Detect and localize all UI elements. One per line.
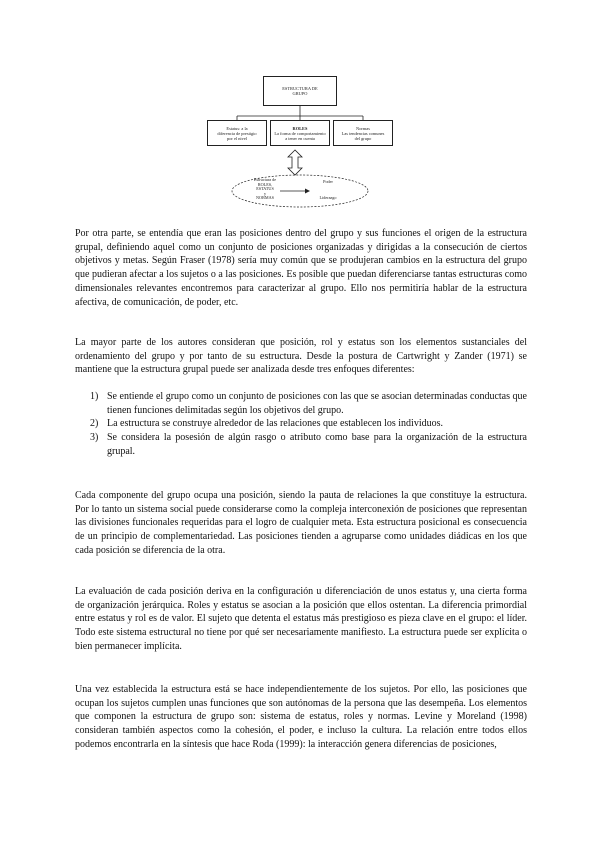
paragraph-3: Cada componente del grupo ocupa una posición, siendo la pauta de relaciones la que constituye la estructura. Por lo tanto un sistema social puede considerarse como la compleja interconexión de posiciones que representan las divisiones funcionales requeridas para el logro de cualquier meta. Esta estructura posicional es consecuencia de un principio de complementariedad. Las posiciones tienden a agruparse como unidades diádicas en los que cada posición se diferencia de la otra.	[75, 490, 527, 556]
box-roles-title: ROLES	[292, 125, 308, 131]
ellipse-left-label	[245, 178, 285, 201]
ellipse-left-line-2: ROLES,	[257, 181, 273, 187]
box-norms-line-2: del grupo	[354, 135, 372, 141]
ellipse-right-bottom-label: Liderazgo	[319, 195, 337, 200]
box-status-line-3: por el nivel	[227, 135, 247, 141]
approaches-list	[90, 390, 527, 459]
list-item-text: La estructura se construye alrededor de las relaciones que establecen los individuos.	[107, 418, 443, 430]
list-item	[90, 417, 527, 431]
list-item-number: 1)	[90, 391, 99, 402]
box-status-line-2: diferencia de prestigio	[217, 130, 257, 136]
inner-arrow-icon	[305, 189, 310, 194]
box-group-structure-line-1: ESTRUCTURA DE	[282, 86, 318, 91]
box-group-structure	[263, 76, 337, 106]
list-item	[90, 431, 527, 458]
box-status-line-1: Estatus: a la	[226, 125, 248, 131]
ellipse-left-line-3: ESTATUS	[256, 186, 274, 192]
box-norms	[333, 120, 393, 146]
double-arrow-icon	[288, 150, 302, 175]
box-roles-line-2: a tener en cuenta	[285, 135, 315, 141]
box-norms-line-1: Las tendencias comunes	[341, 130, 385, 136]
ellipse-left-line-1: Estructura de	[253, 177, 277, 182]
paragraph-4: La evaluación de cada posición deriva en la configuración u diferenciación de unos estatus y, una cierta forma de organización jerárquica. Roles y estatus se asocian a la posición que ellos ostentan. La diferencia primordial entre estatus y rol es de valor. El sujeto que detenta el estatus más prestigioso es pieza clave en el grupo: el líder. Todo este sistema estructural no tiene por qué ser necesariamente manifiesto. La estructura puede ser explícita o bien permanecer implícita.	[75, 586, 527, 652]
list-item-number: 2)	[90, 418, 99, 430]
list-item-text: Se entiende el grupo como un conjunto de posiciones con las que se asocian determinadas conductas que tienen funciones delimitadas según los objetivos del grupo.	[107, 391, 527, 416]
ellipse-left-line-5: NORMAS	[256, 195, 274, 201]
group-structure-diagram	[195, 76, 405, 216]
box-status	[207, 120, 267, 146]
list-item-number: 3)	[90, 432, 99, 444]
box-roles	[270, 120, 330, 146]
list-item-text: Se considera la posesión de algún rasgo o atributo como base para la organización de la estructura grupal.	[107, 432, 527, 457]
paragraph-2: La mayor parte de los autores consideran que posición, rol y estatus son los elementos sustanciales del ordenamiento del grupo y por tanto de su estructura. Desde la postura de Cartwright y Zander (1971) se mantiene que la estructura grupal puede ser analizada desde tres enfoques diferentes:	[75, 337, 527, 376]
box-roles-line-1: La forma de comportamiento	[274, 130, 326, 136]
paragraph-1: Por otra parte, se entendía que eran las posiciones dentro del grupo y sus funciones el origen de la estructura grupal, definiendo aquel como un conjunto de posiciones organizadas y dirigidas a la consecución de ciertos objetivos y metas. Según Fraser (1978) sería muy común que se produjeran cambios en la estructura del grupo que pudieran afectar a los sujetos o a las posiciones. Es posible que puedan diferenciarse tantas estructuras como dimensionales relevantes encontremos para caracterizar al grupo. Ello nos permitiría hablar de la estructura afectiva, de comunicación, de poder, etc.	[75, 228, 527, 308]
ellipse-left-line-4: y	[263, 190, 267, 196]
list-item	[90, 390, 527, 417]
paragraph-5: Una vez establecida la estructura está se hace independientemente de los sujetos. Por ello, las posiciones que ocupan los sujetos cumplen unas funciones que son autónomas de la persona que las desempeña. Los elementos que componen la estructura de grupo son: sistema de estatus, roles y normas. Levine y Moreland (1998) consideran también aspectos como la cohesión, el poder, e incluso la cultura. La relación entre todos ellos podemos encontrarla en la síntesis que hace Roda (1999): la interacción genera diferencias de posiciones,	[75, 684, 527, 750]
ellipse-right-top-label: Poder	[323, 179, 333, 184]
box-norms-title: Normas	[356, 125, 370, 131]
box-group-structure-line-2: GRUPO	[292, 91, 308, 96]
